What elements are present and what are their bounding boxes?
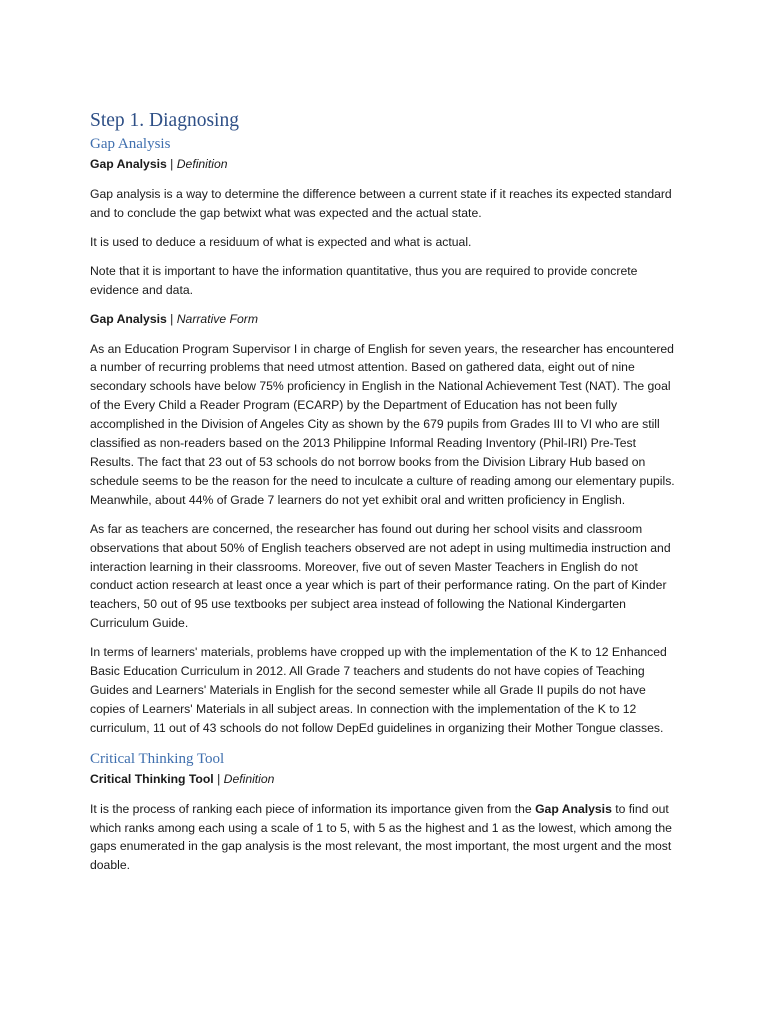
- label-title: Critical Thinking Tool: [90, 771, 214, 786]
- narrative-paragraph: In terms of learners' materials, problems have cropped up with the implementation of the K to 12 Enhanced Basic Education Curriculum in 2012. All Grade 7 teachers and students do not have copies of Teaching Guides and Learners' Materials in English for the second semester while all Grade II pupils do not have copies of Learners' Materials in all subject areas. In connection with the implementation of the K to 12 curriculum, 11 out of 43 schools do not follow DepEd guidelines in organizing their Mother Tongue classes.: [90, 645, 667, 735]
- gap-analysis-heading: Gap Analysis: [90, 136, 171, 152]
- definition-paragraph: Gap analysis is a way to determine the difference between a current state if it reaches its expected standard and to conclude the gap betwixt what was expected and the actual state.: [90, 187, 672, 220]
- narrative-paragraph: As an Education Program Supervisor I in charge of English for seven years, the researcher has encountered a number of recurring problems that need utmost attention. Based on gathered data, eight out of nine secondary schools have below 75% proficiency in English in the National Achievement Test (NAT). The goal of the Every Child a Reader Program (ECARP) by the Department of Education has not been fully accomplished in the Division of Angeles City as shown by the 679 pupils from Grades III to VI who are still classified as non-readers based on the 2013 Philippine Informal Reading Inventory (Phil-IRI) Pre-Test Results. The fact that 23 out of 53 schools do not borrow books from the Division Library Hub based on schedule seems to be the reason for the need to inculcate a culture of reading among our elementary pupils. Meanwhile, about 44% of Grade 7 learners do not yet exhibit oral and written proficiency in English.: [90, 341, 675, 507]
- label-separator: |: [166, 311, 177, 326]
- critical-thinking-definition: [90, 800, 682, 876]
- narrative-paragraph: As far as teachers are concerned, the researcher has found out during her school visits and classroom observations that about 50% of English teachers observed are not adept in using multimedia instruction and interaction learning in their classrooms. Moreover, five out of seven Master Teachers in English do not conduct action research at least once a year which is part of their performance rating. On the part of Kinder teachers, 50 out of 95 use textbooks per subject area instead of following the National Kindergarten Curriculum Guide.: [90, 521, 671, 631]
- label-title: Gap Analysis: [90, 311, 167, 326]
- critical-thinking-heading: Critical Thinking Tool: [90, 750, 225, 767]
- definition-paragraph: Note that it is important to have the information quantitative, thus you are required to provide concrete evidence and data.: [90, 263, 638, 297]
- gap-analysis-narrative-label: [90, 310, 682, 328]
- label-kind: Definition: [223, 771, 275, 786]
- label-kind: Definition: [176, 157, 228, 171]
- critical-thinking-section: [90, 749, 682, 876]
- label-separator: |: [213, 771, 224, 786]
- definition-emphasis: Gap Analysis: [535, 801, 612, 816]
- label-separator: |: [166, 157, 177, 171]
- gap-analysis-section: [90, 134, 682, 738]
- critical-thinking-definition-label: [90, 770, 682, 788]
- definition-paragraph: It is used to deduce a residuum of what is expected and what is actual.: [90, 234, 472, 249]
- document-page: [90, 108, 682, 885]
- definition-text-end: to find out which ranks among each using a scale of 1 to 5, with 5 as the highest and 1 as the lowest, which among the gaps enumerated in the gap analysis is the most relevant, the most important, the most urgent and the most doable.: [90, 801, 672, 873]
- gap-analysis-definition-label: [90, 155, 682, 173]
- label-kind: Narrative Form: [176, 311, 258, 326]
- definition-text-start: It is the process of ranking each piece of information its importance given from the: [90, 801, 536, 816]
- label-title: Gap Analysis: [90, 157, 167, 171]
- step-title: Step 1. Diagnosing: [90, 110, 239, 131]
